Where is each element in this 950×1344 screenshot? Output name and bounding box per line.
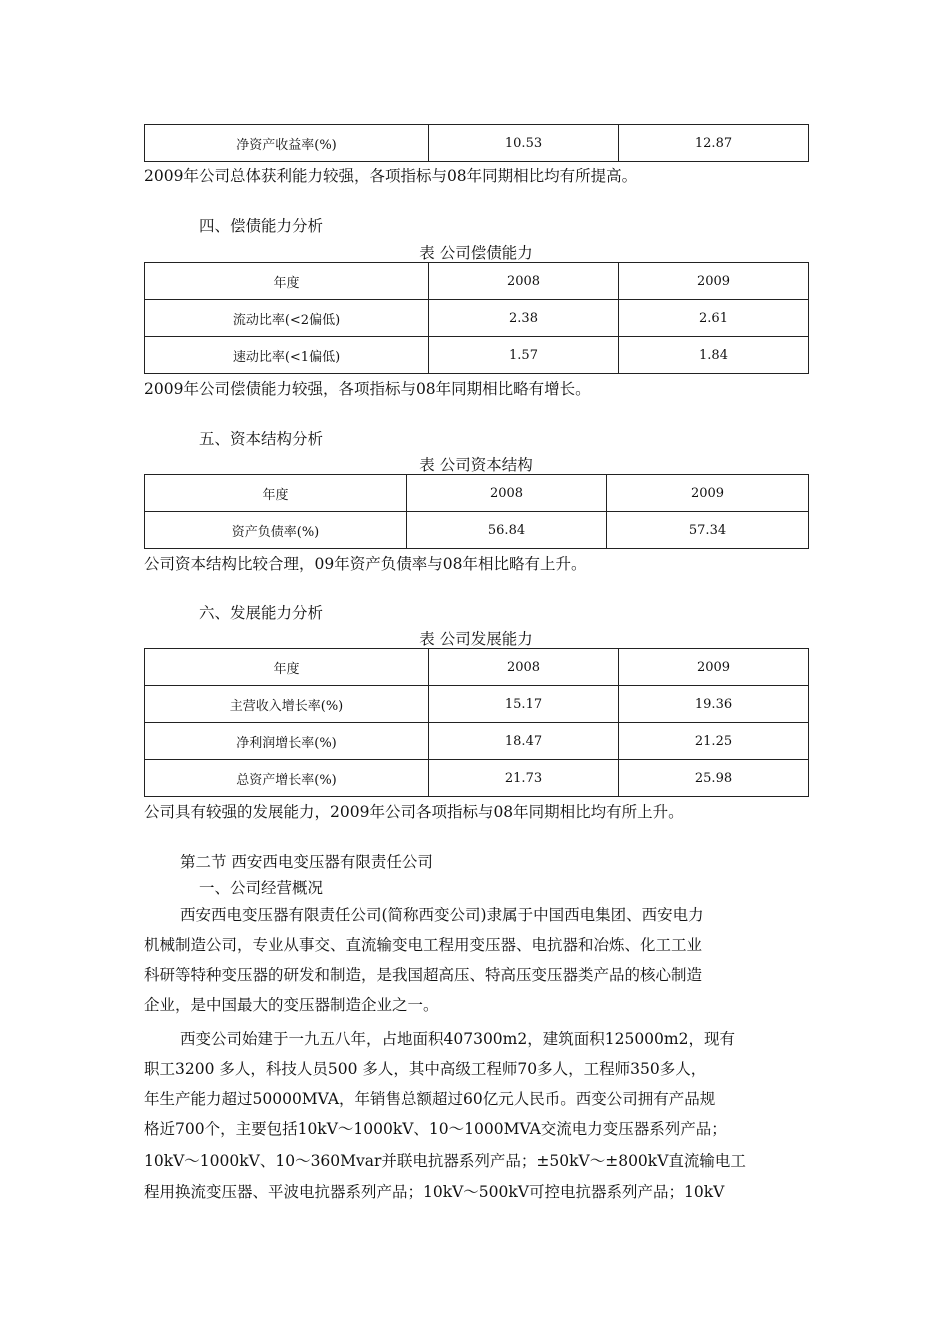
paragraph-line: 科研等特种变压器的研发和制造，是我国超高压、特高压变压器类产品的核心制造 bbox=[144, 966, 703, 984]
table-cell: 18.47 bbox=[429, 723, 619, 760]
table-caption-solvency: 表 公司偿债能力 bbox=[419, 244, 533, 262]
paragraph-line: 程用换流变压器、平波电抗器系列产品；10kV～500kV可控电抗器系列产品；10kV bbox=[144, 1183, 725, 1201]
table-cell: 1.57 bbox=[429, 337, 619, 374]
table-header-row bbox=[145, 475, 809, 512]
table-cell: 21.25 bbox=[619, 723, 809, 760]
table-cell: 1.84 bbox=[619, 337, 809, 374]
section-heading-solvency: 四、偿债能力分析 bbox=[199, 217, 324, 235]
table-cell: 57.34 bbox=[607, 512, 809, 549]
table-row bbox=[145, 300, 809, 337]
table-row bbox=[145, 686, 809, 723]
table-cell: 2.38 bbox=[429, 300, 619, 337]
column-header: 年度 bbox=[145, 475, 407, 512]
table-cell: 2.61 bbox=[619, 300, 809, 337]
table-row bbox=[145, 337, 809, 374]
paragraph-line: 机械制造公司，专业从事交、直流输变电工程用变压器、电抗器和冶炼、化工工业 bbox=[144, 936, 703, 954]
table-caption-growth: 表 公司发展能力 bbox=[419, 630, 533, 648]
table-cell: 12.87 bbox=[619, 125, 809, 162]
capital-note: 公司资本结构比较合理，09年资产负债率与08年相比略有上升。 bbox=[144, 555, 587, 573]
growth-table bbox=[144, 648, 809, 797]
table-cell: 净利润增长率(%) bbox=[145, 723, 429, 760]
paragraph-line: 10kV～1000kV、10～360Mvar并联电抗器系列产品；±50kV～±800kV直流输电工 bbox=[144, 1152, 746, 1170]
table-cell: 25.98 bbox=[619, 760, 809, 797]
subsection-heading: 一、公司经营概况 bbox=[199, 879, 324, 897]
table-row bbox=[145, 125, 809, 162]
table-cell: 10.53 bbox=[429, 125, 619, 162]
column-header: 2008 bbox=[429, 263, 619, 300]
table-cell: 56.84 bbox=[407, 512, 607, 549]
table-cell: 资产负债率(%) bbox=[145, 512, 407, 549]
paragraph-line: 企业，是中国最大的变压器制造企业之一。 bbox=[144, 996, 439, 1014]
column-header: 2009 bbox=[619, 649, 809, 686]
table-caption-capital: 表 公司资本结构 bbox=[419, 456, 533, 474]
paragraph-line: 年生产能力超过50000MVA，年销售总额超过60亿元人民币。西变公司拥有产品规 bbox=[144, 1090, 716, 1108]
capital-table bbox=[144, 474, 809, 549]
table-row bbox=[145, 512, 809, 549]
table-cell: 主营收入增长率(%) bbox=[145, 686, 429, 723]
paragraph-line: 格近700个，主要包括10kV～1000kV、10～1000MVA交流电力变压器系列产品； bbox=[144, 1120, 727, 1138]
paragraph-line: 职工3200 多人，科技人员500 多人，其中高级工程师70多人，工程师350多人， bbox=[144, 1060, 707, 1078]
table-cell: 19.36 bbox=[619, 686, 809, 723]
profit-note: 2009年公司总体获利能力较强，各项指标与08年同期相比均有所提高。 bbox=[144, 167, 638, 185]
section-heading-capital: 五、资本结构分析 bbox=[199, 430, 324, 448]
table-row bbox=[145, 723, 809, 760]
growth-note: 公司具有较强的发展能力，2009年公司各项指标与08年同期相比均有所上升。 bbox=[144, 803, 684, 821]
table-cell: 总资产增长率(%) bbox=[145, 760, 429, 797]
solvency-note: 2009年公司偿债能力较强，各项指标与08年同期相比略有增长。 bbox=[144, 380, 591, 398]
column-header: 2008 bbox=[429, 649, 619, 686]
table-header-row bbox=[145, 649, 809, 686]
table-header-row bbox=[145, 263, 809, 300]
table-cell: 21.73 bbox=[429, 760, 619, 797]
column-header: 年度 bbox=[145, 649, 429, 686]
part-title: 第二节 西安西电变压器有限责任公司 bbox=[180, 853, 433, 871]
column-header: 2009 bbox=[619, 263, 809, 300]
table-cell: 15.17 bbox=[429, 686, 619, 723]
column-header: 2008 bbox=[407, 475, 607, 512]
paragraph-line: 西变公司始建于一九五八年，占地面积407300m2，建筑面积125000m2，现有 bbox=[180, 1030, 735, 1048]
column-header: 2009 bbox=[607, 475, 809, 512]
paragraph-line: 西安西电变压器有限责任公司(简称西变公司)隶属于中国西电集团、西安电力 bbox=[180, 906, 704, 924]
solvency-table bbox=[144, 262, 809, 374]
table-cell: 流动比率(<2偏低) bbox=[145, 300, 429, 337]
section-heading-growth: 六、发展能力分析 bbox=[199, 604, 324, 622]
table-cell: 速动比率(<1偏低) bbox=[145, 337, 429, 374]
table-cell: 净资产收益率(%) bbox=[145, 125, 429, 162]
table-row bbox=[145, 760, 809, 797]
column-header: 年度 bbox=[145, 263, 429, 300]
roe-table bbox=[144, 124, 809, 162]
